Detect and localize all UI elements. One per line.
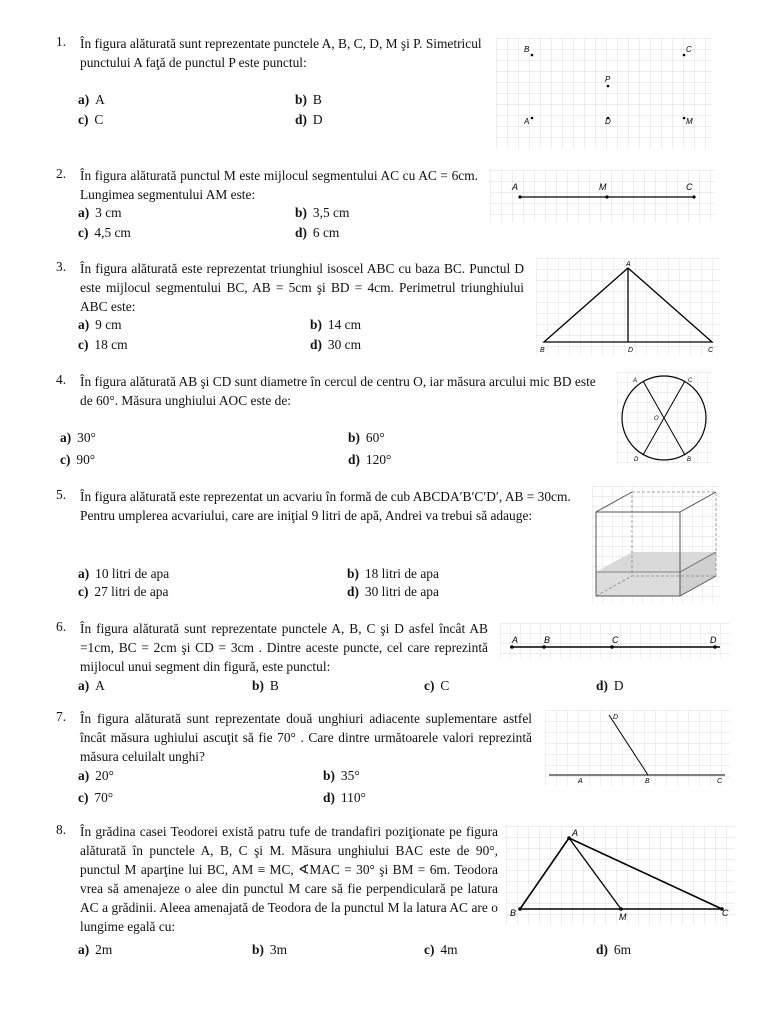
label-b: B bbox=[687, 457, 692, 463]
question-number: 6. bbox=[56, 619, 67, 634]
option-b[interactable]: b) 14 cm bbox=[310, 317, 362, 332]
label-b: B bbox=[510, 908, 517, 918]
option-d[interactable]: d) 6 cm bbox=[295, 225, 340, 240]
option-c[interactable]: c) 90° bbox=[60, 452, 96, 467]
label-d: D bbox=[613, 714, 619, 721]
question-text: În figura alăturată punctul M este mijlocul segmentului AC cu AC = 6cm. Lungimea segmentului AM este: bbox=[80, 168, 478, 202]
option-a[interactable]: a) A bbox=[78, 92, 105, 107]
option-a[interactable]: a) 20° bbox=[78, 768, 114, 783]
label-a: A bbox=[512, 182, 519, 192]
question-number: 1. bbox=[56, 34, 67, 49]
figure-circle-diameters bbox=[617, 372, 712, 464]
label-m: M bbox=[599, 182, 607, 192]
label-c: C bbox=[686, 182, 693, 192]
figure-segment-amc bbox=[490, 170, 715, 222]
figure-triangle-abc bbox=[536, 258, 720, 356]
label-a: A bbox=[626, 261, 631, 268]
option-c[interactable]: c) 27 litri de apa bbox=[78, 584, 169, 599]
label-c: C bbox=[722, 908, 729, 918]
question-text: În figura alăturată AB şi CD sunt diametre în cercul de centru O, iar măsura arcului mic BD este de 60°. Măsura unghiului AOC este de: bbox=[80, 374, 596, 408]
question-number: 4. bbox=[56, 372, 67, 387]
label-o: O bbox=[654, 416, 659, 422]
label-b: B bbox=[524, 45, 530, 54]
question-text: În figura alăturată este reprezentat triunghiul isoscel ABC cu baza BC. Punctul D este mijlocul segmentului BC, AB = 5cm şi BD = 4cm. Perimetrul triunghiului ABC este: bbox=[80, 261, 524, 314]
label-d: D bbox=[634, 457, 639, 463]
question-number: 3. bbox=[56, 259, 67, 274]
option-a[interactable]: a) 30° bbox=[60, 430, 96, 445]
label-a: A bbox=[524, 117, 530, 126]
figure-adjacent-angles bbox=[545, 710, 730, 786]
option-c[interactable]: c) 4m bbox=[424, 942, 458, 957]
option-c[interactable]: c) C bbox=[78, 112, 104, 127]
label-d: D bbox=[605, 117, 611, 126]
question-text: În grădina casei Teodorei există patru tufe de trandafiri poziţionate pe figura alăturată în punctele A, B, C şi M. Măsura unghiului BAC este de 90°, punctul M aparţine lui BC, AM ≡ MC, ∢MAC = 30° şi BM = 6m. Teodora vrea să amenajeze o alee din punctul M care să fie perpendiculară pe latura AC a grădinii. Aleea amenajată de Teodora de la punctul M la latura AC are o lungime egală cu: bbox=[80, 824, 498, 934]
label-d: D bbox=[710, 635, 717, 645]
label-p: P bbox=[605, 75, 611, 84]
option-a[interactable]: a) 3 cm bbox=[78, 205, 122, 220]
label-m: M bbox=[619, 912, 627, 922]
label-c: C bbox=[686, 45, 692, 54]
option-d[interactable]: d) 30 litri de apa bbox=[347, 584, 439, 599]
option-a[interactable]: a) 10 litri de apa bbox=[78, 566, 170, 581]
option-a[interactable]: a) 9 cm bbox=[78, 317, 122, 332]
question-number: 5. bbox=[56, 487, 67, 502]
option-b[interactable]: b) 35° bbox=[323, 768, 360, 783]
label-b: B bbox=[540, 347, 545, 354]
label-c: C bbox=[717, 778, 723, 785]
question-text: În figura alăturată sunt reprezentate punctele A, B, C şi D asfel încât AB =1cm, BC = 2cm şi CD = 3cm . Dintre aceste puncte, cel care reprezintă mijlocul unui segment din figură, este punctul: bbox=[80, 621, 488, 674]
option-c[interactable]: c) 70° bbox=[78, 790, 114, 805]
option-d[interactable]: d) D bbox=[596, 678, 624, 693]
question-text: În figura alăturată sunt reprezentate punctele A, B, C, D, M şi P. Simetricul punctului A faţă de punctul P este punctul: bbox=[80, 36, 482, 70]
option-d[interactable]: d) 30 cm bbox=[310, 337, 362, 352]
label-a: A bbox=[633, 378, 638, 384]
label-a: A bbox=[578, 778, 583, 785]
question-text: În figura alăturată sunt reprezentate două unghiuri adiacente suplementare astfel încât măsura ughiului ascuţit să fie 70° . Care dintre următoarele valori reprezintă măsura celuilalt unghi? bbox=[80, 711, 532, 764]
question-text: În figura alăturată este reprezentat un acvariu în formă de cub ABCDA′B′C′D′, AB = 30cm. Pentru umplerea acvariului, care are iniţial 9 litri de apă, Andrei va trebui să adauge: bbox=[80, 489, 571, 523]
label-c: C bbox=[688, 378, 693, 384]
label-a: A bbox=[572, 828, 579, 838]
label-m: M bbox=[686, 117, 693, 126]
figure-cube-aquarium bbox=[592, 486, 720, 604]
option-a[interactable]: a) 2m bbox=[78, 942, 113, 957]
question-number: 7. bbox=[56, 709, 67, 724]
option-b[interactable]: b) 3,5 cm bbox=[295, 205, 350, 220]
option-c[interactable]: c) C bbox=[424, 678, 450, 693]
option-c[interactable]: c) 18 cm bbox=[78, 337, 128, 352]
question-number: 8. bbox=[56, 822, 67, 837]
option-b[interactable]: b) B bbox=[295, 92, 322, 107]
label-d: D bbox=[628, 347, 634, 354]
option-b[interactable]: b) B bbox=[252, 678, 279, 693]
option-b[interactable]: b) 60° bbox=[348, 430, 385, 445]
option-d[interactable]: d) 6m bbox=[596, 942, 632, 957]
label-a: A bbox=[512, 635, 519, 645]
option-d[interactable]: d) 110° bbox=[323, 790, 366, 805]
figure-points-grid bbox=[496, 38, 712, 148]
label-b: B bbox=[544, 635, 551, 645]
label-b: B bbox=[645, 778, 650, 785]
option-d[interactable]: d) D bbox=[295, 112, 323, 127]
question-number: 2. bbox=[56, 166, 67, 181]
option-a[interactable]: a) A bbox=[78, 678, 105, 693]
label-c: C bbox=[708, 347, 714, 354]
option-b[interactable]: b) 3m bbox=[252, 942, 288, 957]
option-d[interactable]: d) 120° bbox=[348, 452, 392, 467]
label-c: C bbox=[612, 635, 619, 645]
option-c[interactable]: c) 4,5 cm bbox=[78, 225, 131, 240]
figure-points-line bbox=[500, 623, 730, 659]
figure-garden-triangle bbox=[506, 826, 734, 924]
option-b[interactable]: b) 18 litri de apa bbox=[347, 566, 439, 581]
